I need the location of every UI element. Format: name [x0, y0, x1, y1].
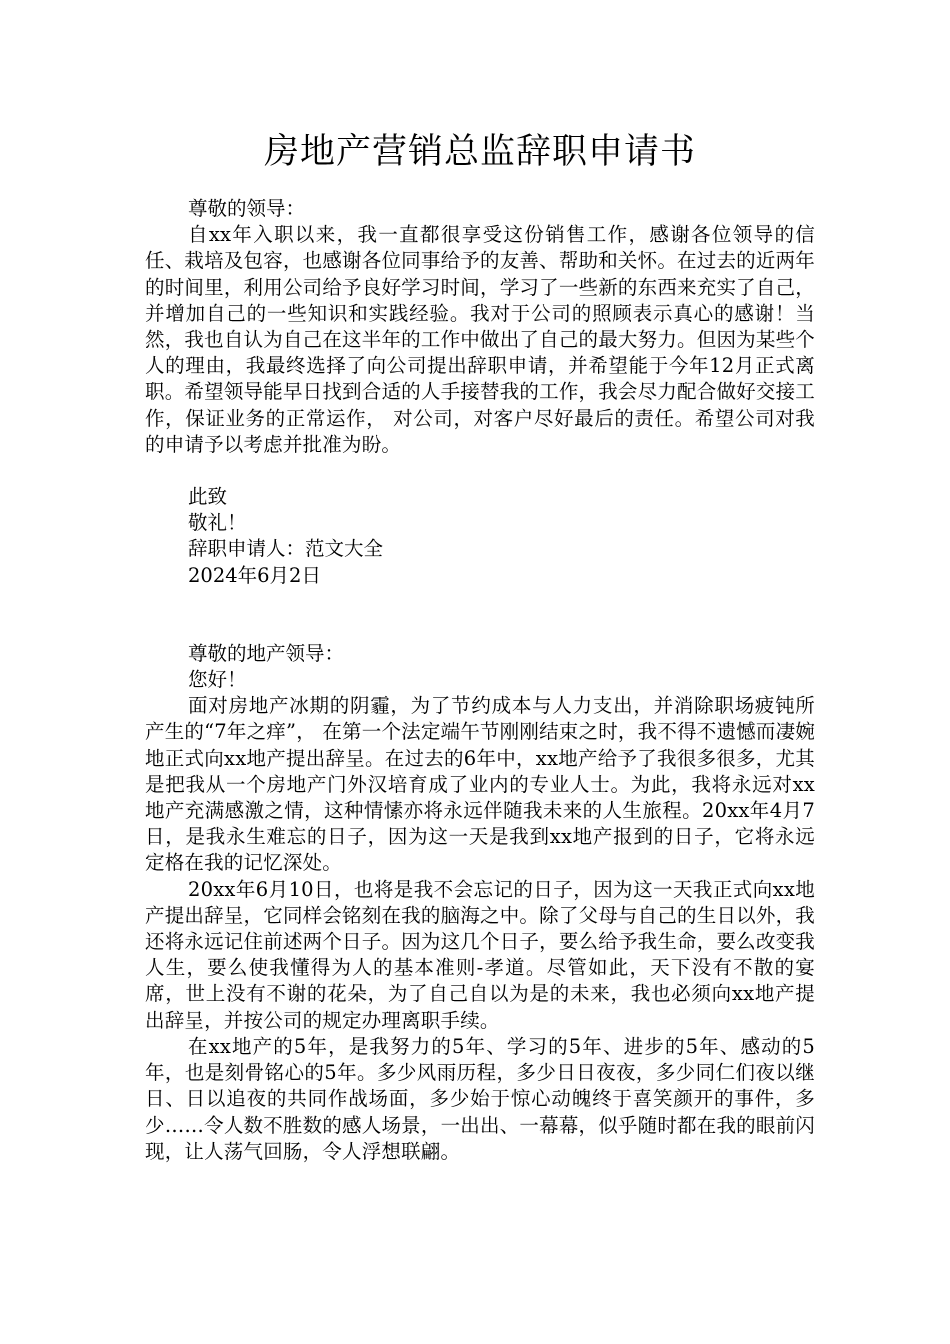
document-page [145, 130, 815, 1165]
letter2-paragraph-2: 20xx年6月10日，也将是我不会忘记的日子，因为这一天我正式向xx地产提出辞呈，它同样会铭刻在我的脑海之中。除了父母与自己的生日以外，我还将永远记住前述两个日子。因为这几个日子，要么给予我生命，要么改变我人生，要么使我懂得为人的基本准则-孝道。尽管如此，天下没有不散的宴席，世上没有不谢的花朵，为了自己自以为是的未来，我也必须向xx地产提出辞呈，并按公司的规定办理离职手续。 [145, 877, 815, 1032]
letter1-signature: 辞职申请人：范文大全 [188, 537, 384, 561]
letter2-greeting: 您好！ [188, 668, 247, 692]
spacer [145, 589, 815, 641]
letter2-salutation: 尊敬的地产领导： [188, 641, 345, 665]
letter1-closing-2: 敬礼！ [188, 511, 247, 535]
letter2-paragraph-3: 在xx地产的5年，是我努力的5年、学习的5年、进步的5年、感动的5年，也是刻骨铭心的5年。多少风雨历程，多少日日夜夜，多少同仁们夜以继日、日以追夜的共同作战场面，多少始于惊心动魄终于喜笑颜开的事件，多少……令人数不胜数的感人场景，一出出、一幕幕，似乎随时都在我的眼前闪现，让人荡气回肠，令人浮想联翩。 [145, 1034, 815, 1163]
letter1-salutation: 尊敬的领导： [188, 197, 306, 220]
letter1-date: 2024年6月2日 [188, 563, 321, 587]
letter1-body: 自xx年入职以来，我一直都很享受这份销售工作，感谢各位领导的信任、栽培及包容，也感谢各位同事给予的友善、帮助和关怀。在过去的近两年的时间里，利用公司给予良好学习时间，学习了一些新的东西来充实了自己，并增加自己的一些知识和实践经验。我对于公司的照顾表示真心的感谢！当然，我也自认为自己在这半年的工作中做出了自己的最大努力。但因为某些个人的理由，我最终选择了向公司提出辞职申请，并希望能于今年12月正式离职。希望领导能早日找到合适的人手接替我的工作，我会尽力配合做好交接工作，保证业务的正常运作， 对公司，对客户尽好最后的责任。希望公司对我的申请予以考虑并批准为盼。 [145, 223, 815, 456]
letter1-closing-1: 此致 [188, 485, 228, 509]
spacer [145, 458, 815, 484]
letter-one [145, 196, 815, 589]
letter2-paragraph-1: 面对房地产冰期的阴霾，为了节约成本与人力支出，并消除职场疲钝所产生的“7年之痒”， 在第一个法定端午节刚刚结束之时，我不得不遗憾而凄婉地正式向xx地产提出辞呈。在过去的6年中，xx地产给予了我很多很多，尤其是把我从一个房地产门外汉培育成了业内的专业人士。为此，我将永远对xx地产充满感激之情，这种情愫亦将永远伴随我未来的人生旅程。20xx年4月7日，是我永生难忘的日子，因为这一天是我到xx地产报到的日子，它将永远定格在我的记忆深处。 [145, 694, 815, 875]
letter-two [145, 641, 815, 1165]
document-title: 房地产营销总监辞职申请书 [263, 132, 696, 172]
